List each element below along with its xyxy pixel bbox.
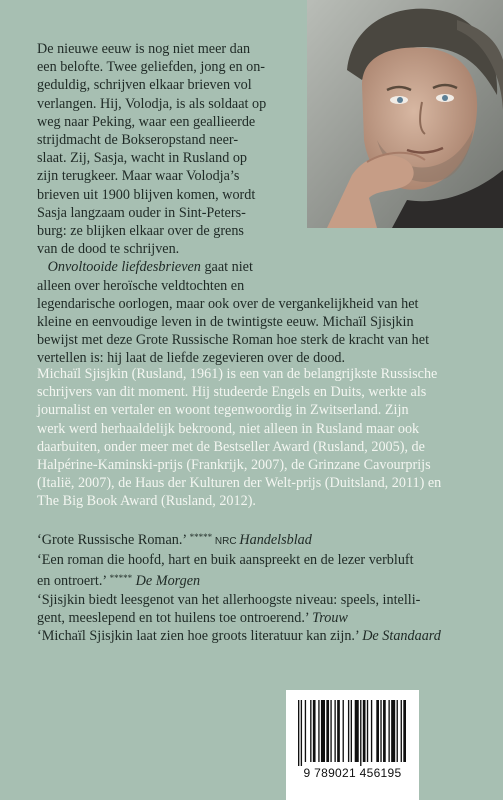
quote-text: ‘Grote Russische Roman.’	[37, 532, 190, 548]
barcode-bar	[321, 700, 325, 762]
barcode-bar	[310, 700, 311, 762]
book-blurb	[37, 40, 477, 368]
barcode-bar	[388, 700, 389, 762]
bio-line: schrijvers van dit moment. Hij studeerde Engels en Duits, werkte als	[37, 384, 427, 401]
barcode-bar	[376, 700, 379, 762]
barcode-bar	[403, 700, 406, 762]
blurb-line: bewijst met deze Grote Russische Roman hoe sterk de kracht van het	[37, 332, 430, 349]
quote-source-prefix: NRC	[212, 536, 240, 547]
blurb-line: slaat. Zij, Sasja, wacht in Rusland op	[37, 150, 248, 167]
bio-line: Michaïl Sjisjkin (Rusland, 1961) is een van de belangrijkste Russische	[37, 366, 438, 382]
barcode-bar	[305, 700, 306, 762]
blurb-narrow-block	[37, 40, 299, 295]
bio-line: werk werd herhaaldelijk bekroond, niet alleen in Rusland maar ook	[37, 420, 420, 437]
book-title: Onvoltooide liefdesbrieven	[47, 259, 201, 276]
barcode-bar	[380, 700, 381, 762]
blurb-line: geduldig, schrijven elkaar brieven vol	[37, 77, 252, 94]
quote-text: ‘Sjisjkin biedt leesgenot van het allerhoogste niveau: speels, intelli-	[37, 591, 421, 608]
isbn-barcode	[286, 690, 419, 800]
blurb-line: verlangen. Hij, Volodja, is als soldaat op	[37, 95, 267, 112]
bio-line: (Italië, 2007), de Haus der Kulturen der Welt-prijs (Duitsland, 2011) en	[37, 475, 442, 492]
blurb-title-rest: gaat niet	[200, 259, 253, 276]
blurb-line: brieven uit 1900 blijven komen, wordt	[37, 186, 256, 203]
press-quote	[37, 591, 497, 627]
blurb-line: een belofte. Twee geliefden, jong en on-	[37, 59, 266, 76]
press-quote	[37, 528, 497, 551]
barcode-bar	[391, 700, 395, 762]
barcode-bar	[330, 700, 331, 762]
blurb-line: Sasja langzaam ouder in Sint-Peters-	[37, 204, 246, 221]
barcode-bar	[337, 700, 340, 762]
quote-text: ‘Een roman die hoofd, hart en buik aanspreekt en de lezer verbluft	[37, 552, 414, 569]
blurb-line: De nieuwe eeuw is nog niet meer dan	[37, 41, 251, 57]
barcode-bar	[351, 700, 352, 762]
rating-stars: *****	[109, 573, 133, 584]
blurb-line: kleine en eenvoudige leven in de twintigste eeuw. Michaïl Sjisjkin	[37, 314, 414, 331]
quote-source: De Standaard	[362, 628, 441, 645]
barcode-bar	[343, 700, 344, 762]
barcode-bar	[363, 700, 366, 762]
barcode-bar	[401, 700, 402, 762]
blurb-line: strijdmacht de Bokseropstand neer-	[37, 132, 239, 149]
bio-line: journalist en vertaler en woont tegenwoordig in Zwitserland. Zijn	[37, 402, 409, 419]
blurb-line: alleen over heroïsche veldtochten en	[37, 277, 245, 294]
barcode-bars	[296, 700, 409, 766]
press-quotes	[37, 528, 497, 645]
quote-source: Handelsblad	[239, 532, 312, 548]
bio-line: Halpérine-Kaminski-prijs (Frankrijk, 2007), de Grinzane Cavourprijs	[37, 457, 431, 474]
barcode-bar	[318, 700, 319, 762]
barcode-bar	[301, 700, 302, 766]
barcode-bar	[371, 700, 372, 762]
blurb-line: vertellen is: hij laat de liefde zegevieren over de dood.	[37, 350, 346, 367]
blurb-line: zijn terugkeer. Maar waar Volodja’s	[37, 168, 240, 185]
blurb-line: legendarische oorlogen, maar ook over de vergankelijkheid van het	[37, 295, 419, 312]
blurb-line: burg: ze blijken elkaar over de grens	[37, 223, 244, 240]
blurb-title-line	[37, 258, 299, 276]
bio-line: daarbuiten, onder meer met de Bestseller Award (Rusland, 2005), de	[37, 438, 425, 455]
barcode-bar	[298, 700, 299, 766]
barcode-bar	[397, 700, 398, 762]
bio-line: The Big Book Award (Rusland, 2012).	[37, 493, 256, 510]
author-biography	[37, 365, 477, 511]
blurb-line: weg naar Peking, waar een geallieerde	[37, 113, 256, 130]
barcode-bar	[360, 700, 361, 766]
quote-source: Trouw	[312, 609, 348, 626]
quote-text: ‘Michaïl Sjisjkin laat zien hoe groots literatuur kan zijn.’	[37, 628, 363, 645]
barcode-bar	[348, 700, 349, 762]
quote-text: en ontroert.’	[37, 573, 110, 590]
quote-source: De Morgen	[135, 573, 201, 590]
quote-text: gent, meeslepend en tot huilens toe ontroerend.’	[37, 609, 313, 626]
press-quote	[37, 551, 497, 590]
barcode-bar	[313, 700, 316, 762]
barcode-bar	[355, 700, 359, 762]
barcode-bar	[326, 700, 329, 762]
barcode-bar	[383, 700, 386, 762]
blurb-line: van de dood te schrijven.	[37, 241, 180, 258]
rating-stars: *****	[189, 532, 213, 542]
isbn-number: 9 789021 456195	[303, 766, 402, 780]
barcode-bar	[334, 700, 335, 762]
barcode-bar	[367, 700, 368, 762]
press-quote	[37, 627, 497, 645]
